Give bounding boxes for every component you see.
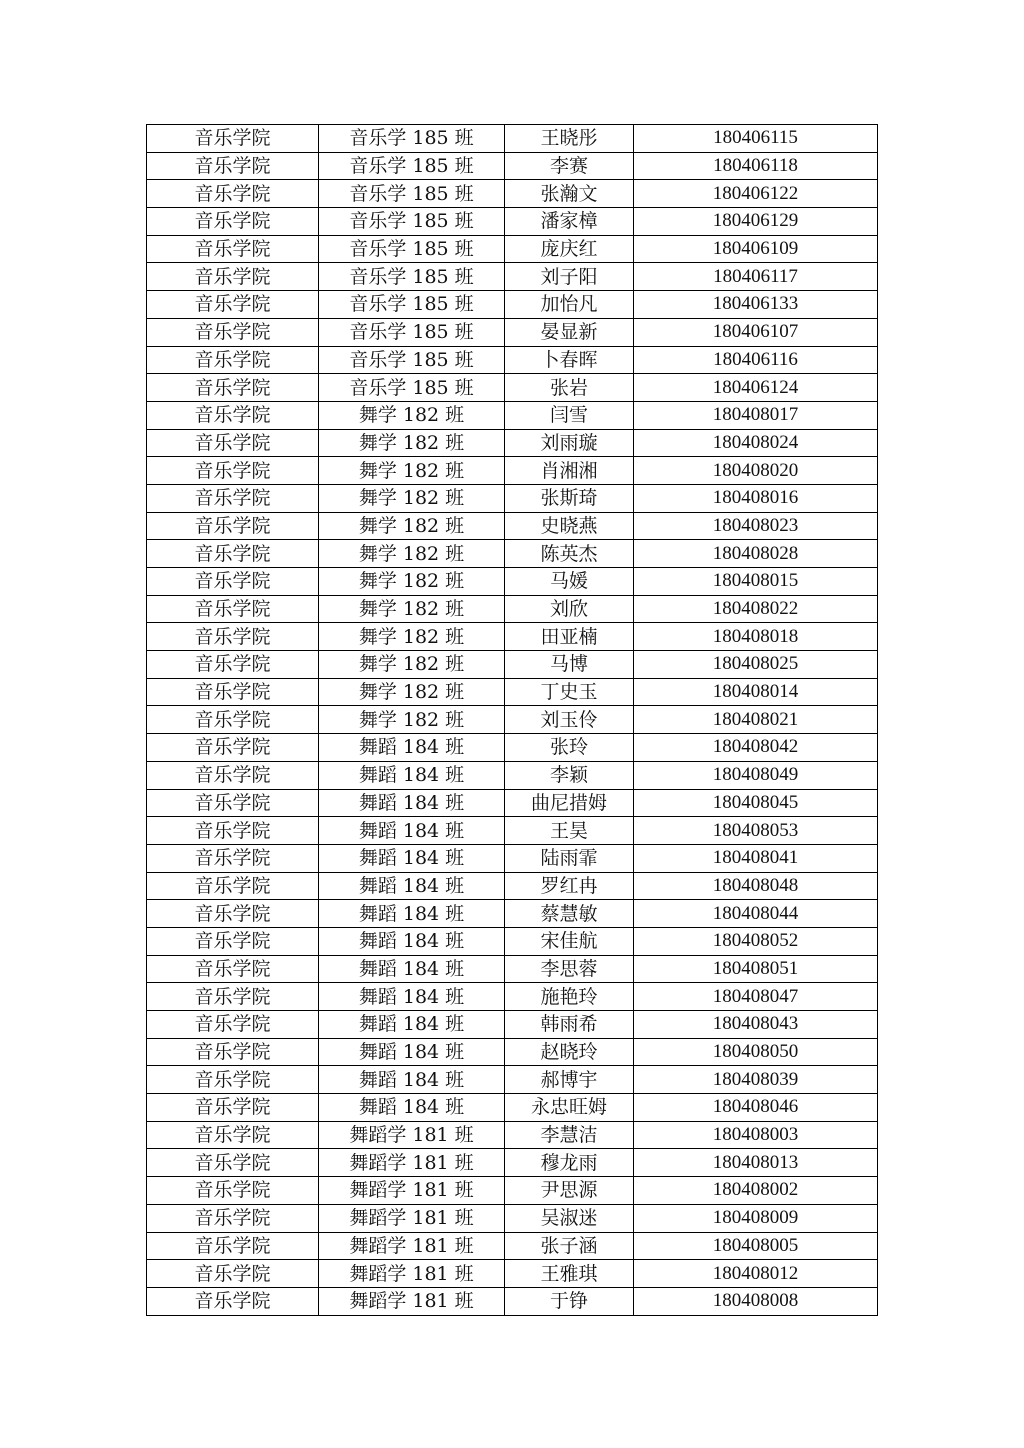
college-cell: 音乐学院 (147, 374, 319, 402)
class-cell: 舞学 182 班 (319, 484, 505, 512)
student-name-cell: 刘玉伶 (505, 706, 634, 734)
table-row (147, 180, 878, 208)
class-cell: 舞蹈 184 班 (319, 1094, 505, 1122)
class-cell: 舞蹈 184 班 (319, 872, 505, 900)
student-name-cell: 刘欣 (505, 595, 634, 623)
student-id-cell: 180408042 (634, 734, 878, 762)
student-name-cell: 穆龙雨 (505, 1149, 634, 1177)
class-cell: 舞蹈 184 班 (319, 789, 505, 817)
class-cell: 舞蹈 184 班 (319, 955, 505, 983)
student-id-cell: 180408052 (634, 927, 878, 955)
student-id-cell: 180406133 (634, 291, 878, 319)
table-row (147, 208, 878, 236)
student-id-cell: 180408009 (634, 1204, 878, 1232)
college-cell: 音乐学院 (147, 844, 319, 872)
class-cell: 舞学 182 班 (319, 401, 505, 429)
student-id-cell: 180406118 (634, 152, 878, 180)
student-id-cell: 180408050 (634, 1038, 878, 1066)
table-row (147, 568, 878, 596)
student-name-cell: 加怡凡 (505, 291, 634, 319)
student-name-cell: 庞庆红 (505, 235, 634, 263)
table-row (147, 512, 878, 540)
student-id-cell: 180406116 (634, 346, 878, 374)
student-name-cell: 郝博宇 (505, 1066, 634, 1094)
table-row (147, 374, 878, 402)
student-name-cell: 潘家樟 (505, 208, 634, 236)
student-name-cell: 闫雪 (505, 401, 634, 429)
student-name-cell: 李颖 (505, 761, 634, 789)
class-cell: 舞学 182 班 (319, 706, 505, 734)
class-cell: 音乐学 185 班 (319, 318, 505, 346)
student-id-cell: 180408045 (634, 789, 878, 817)
student-name-cell: 田亚楠 (505, 623, 634, 651)
college-cell: 音乐学院 (147, 1177, 319, 1205)
student-name-cell: 卜春晖 (505, 346, 634, 374)
table-row (147, 844, 878, 872)
college-cell: 音乐学院 (147, 817, 319, 845)
student-id-cell: 180408017 (634, 401, 878, 429)
class-cell: 音乐学 185 班 (319, 263, 505, 291)
college-cell: 音乐学院 (147, 1094, 319, 1122)
student-name-cell: 王昊 (505, 817, 634, 845)
student-id-cell: 180408008 (634, 1287, 878, 1315)
student-id-cell: 180408044 (634, 900, 878, 928)
table-row (147, 318, 878, 346)
class-cell: 舞学 182 班 (319, 540, 505, 568)
student-id-cell: 180408012 (634, 1260, 878, 1288)
student-id-cell: 180408013 (634, 1149, 878, 1177)
class-cell: 舞学 182 班 (319, 512, 505, 540)
college-cell: 音乐学院 (147, 1066, 319, 1094)
class-cell: 舞蹈 184 班 (319, 734, 505, 762)
college-cell: 音乐学院 (147, 235, 319, 263)
student-name-cell: 罗红冉 (505, 872, 634, 900)
college-cell: 音乐学院 (147, 1149, 319, 1177)
student-name-cell: 宋佳航 (505, 927, 634, 955)
student-id-cell: 180408021 (634, 706, 878, 734)
class-cell: 舞蹈 184 班 (319, 817, 505, 845)
college-cell: 音乐学院 (147, 318, 319, 346)
table-row (147, 1066, 878, 1094)
student-id-cell: 180408024 (634, 429, 878, 457)
college-cell: 音乐学院 (147, 1232, 319, 1260)
table-row (147, 457, 878, 485)
student-id-cell: 180408053 (634, 817, 878, 845)
student-name-cell: 蔡慧敏 (505, 900, 634, 928)
roster-body (147, 125, 878, 1316)
table-row (147, 125, 878, 153)
class-cell: 音乐学 185 班 (319, 208, 505, 236)
class-cell: 舞蹈 184 班 (319, 844, 505, 872)
student-name-cell: 刘雨璇 (505, 429, 634, 457)
student-name-cell: 吴淑迷 (505, 1204, 634, 1232)
student-name-cell: 李慧洁 (505, 1121, 634, 1149)
student-id-cell: 180408014 (634, 678, 878, 706)
college-cell: 音乐学院 (147, 761, 319, 789)
college-cell: 音乐学院 (147, 291, 319, 319)
college-cell: 音乐学院 (147, 789, 319, 817)
table-row (147, 291, 878, 319)
student-name-cell: 晏显新 (505, 318, 634, 346)
table-row (147, 955, 878, 983)
student-id-cell: 180408020 (634, 457, 878, 485)
class-cell: 舞蹈学 181 班 (319, 1121, 505, 1149)
student-name-cell: 于铮 (505, 1287, 634, 1315)
student-name-cell: 肖湘湘 (505, 457, 634, 485)
college-cell: 音乐学院 (147, 1287, 319, 1315)
student-id-cell: 180408015 (634, 568, 878, 596)
table-row (147, 401, 878, 429)
college-cell: 音乐学院 (147, 1204, 319, 1232)
table-row (147, 1177, 878, 1205)
college-cell: 音乐学院 (147, 429, 319, 457)
college-cell: 音乐学院 (147, 152, 319, 180)
college-cell: 音乐学院 (147, 208, 319, 236)
college-cell: 音乐学院 (147, 983, 319, 1011)
class-cell: 舞学 182 班 (319, 623, 505, 651)
student-name-cell: 李思蓉 (505, 955, 634, 983)
college-cell: 音乐学院 (147, 180, 319, 208)
class-cell: 音乐学 185 班 (319, 125, 505, 153)
student-name-cell: 丁史玉 (505, 678, 634, 706)
class-cell: 舞蹈学 181 班 (319, 1232, 505, 1260)
college-cell: 音乐学院 (147, 955, 319, 983)
table-row (147, 1121, 878, 1149)
table-row (147, 1038, 878, 1066)
college-cell: 音乐学院 (147, 540, 319, 568)
college-cell: 音乐学院 (147, 872, 319, 900)
table-row (147, 1287, 878, 1315)
college-cell: 音乐学院 (147, 678, 319, 706)
student-name-cell: 张玲 (505, 734, 634, 762)
student-id-cell: 180408048 (634, 872, 878, 900)
student-name-cell: 曲尼措姆 (505, 789, 634, 817)
class-cell: 音乐学 185 班 (319, 291, 505, 319)
student-name-cell: 张瀚文 (505, 180, 634, 208)
table-row (147, 1232, 878, 1260)
table-row (147, 235, 878, 263)
student-id-cell: 180408043 (634, 1011, 878, 1039)
student-id-cell: 180406129 (634, 208, 878, 236)
student-id-cell: 180406117 (634, 263, 878, 291)
college-cell: 音乐学院 (147, 484, 319, 512)
table-row (147, 1260, 878, 1288)
student-id-cell: 180406109 (634, 235, 878, 263)
class-cell: 音乐学 185 班 (319, 346, 505, 374)
class-cell: 舞蹈 184 班 (319, 1038, 505, 1066)
class-cell: 音乐学 185 班 (319, 152, 505, 180)
college-cell: 音乐学院 (147, 734, 319, 762)
student-id-cell: 180408003 (634, 1121, 878, 1149)
class-cell: 音乐学 185 班 (319, 235, 505, 263)
class-cell: 舞学 182 班 (319, 429, 505, 457)
table-row (147, 734, 878, 762)
table-row (147, 429, 878, 457)
table-row (147, 540, 878, 568)
student-id-cell: 180408022 (634, 595, 878, 623)
class-cell: 舞蹈 184 班 (319, 761, 505, 789)
college-cell: 音乐学院 (147, 900, 319, 928)
college-cell: 音乐学院 (147, 651, 319, 679)
table-row (147, 651, 878, 679)
student-name-cell: 陆雨霏 (505, 844, 634, 872)
table-row (147, 1149, 878, 1177)
student-roster-table (146, 124, 878, 1316)
class-cell: 舞学 182 班 (319, 595, 505, 623)
class-cell: 舞蹈 184 班 (319, 900, 505, 928)
table-row (147, 152, 878, 180)
college-cell: 音乐学院 (147, 263, 319, 291)
student-name-cell: 王晓彤 (505, 125, 634, 153)
table-row (147, 872, 878, 900)
college-cell: 音乐学院 (147, 623, 319, 651)
student-name-cell: 施艳玲 (505, 983, 634, 1011)
student-name-cell: 张岩 (505, 374, 634, 402)
table-row (147, 484, 878, 512)
table-row (147, 678, 878, 706)
college-cell: 音乐学院 (147, 346, 319, 374)
student-name-cell: 马媛 (505, 568, 634, 596)
table-row (147, 623, 878, 651)
class-cell: 舞学 182 班 (319, 678, 505, 706)
college-cell: 音乐学院 (147, 595, 319, 623)
table-row (147, 1094, 878, 1122)
student-id-cell: 180408018 (634, 623, 878, 651)
table-row (147, 595, 878, 623)
student-id-cell: 180406122 (634, 180, 878, 208)
table-row (147, 900, 878, 928)
college-cell: 音乐学院 (147, 706, 319, 734)
student-id-cell: 180408049 (634, 761, 878, 789)
college-cell: 音乐学院 (147, 1121, 319, 1149)
college-cell: 音乐学院 (147, 1260, 319, 1288)
college-cell: 音乐学院 (147, 401, 319, 429)
student-name-cell: 张斯琦 (505, 484, 634, 512)
student-id-cell: 180408023 (634, 512, 878, 540)
class-cell: 舞蹈学 181 班 (319, 1260, 505, 1288)
table-row (147, 817, 878, 845)
student-name-cell: 刘子阳 (505, 263, 634, 291)
student-id-cell: 180406107 (634, 318, 878, 346)
class-cell: 舞学 182 班 (319, 568, 505, 596)
student-id-cell: 180406115 (634, 125, 878, 153)
student-name-cell: 韩雨希 (505, 1011, 634, 1039)
class-cell: 音乐学 185 班 (319, 180, 505, 208)
college-cell: 音乐学院 (147, 512, 319, 540)
class-cell: 舞蹈学 181 班 (319, 1149, 505, 1177)
table-row (147, 346, 878, 374)
student-id-cell: 180408047 (634, 983, 878, 1011)
class-cell: 舞蹈 184 班 (319, 1011, 505, 1039)
class-cell: 舞学 182 班 (319, 651, 505, 679)
student-name-cell: 王雅琪 (505, 1260, 634, 1288)
table-row (147, 1011, 878, 1039)
student-id-cell: 180408002 (634, 1177, 878, 1205)
student-id-cell: 180408005 (634, 1232, 878, 1260)
student-name-cell: 陈英杰 (505, 540, 634, 568)
student-id-cell: 180408028 (634, 540, 878, 568)
class-cell: 舞学 182 班 (319, 457, 505, 485)
student-name-cell: 张子涵 (505, 1232, 634, 1260)
college-cell: 音乐学院 (147, 568, 319, 596)
class-cell: 舞蹈 184 班 (319, 983, 505, 1011)
college-cell: 音乐学院 (147, 1038, 319, 1066)
college-cell: 音乐学院 (147, 457, 319, 485)
table-row (147, 263, 878, 291)
class-cell: 舞蹈学 181 班 (319, 1287, 505, 1315)
class-cell: 舞蹈 184 班 (319, 1066, 505, 1094)
student-name-cell: 尹思源 (505, 1177, 634, 1205)
table-row (147, 1204, 878, 1232)
student-name-cell: 史晓燕 (505, 512, 634, 540)
table-row (147, 983, 878, 1011)
class-cell: 舞蹈学 181 班 (319, 1177, 505, 1205)
class-cell: 音乐学 185 班 (319, 374, 505, 402)
student-name-cell: 马博 (505, 651, 634, 679)
student-id-cell: 180406124 (634, 374, 878, 402)
student-id-cell: 180408016 (634, 484, 878, 512)
table-row (147, 789, 878, 817)
student-id-cell: 180408041 (634, 844, 878, 872)
student-name-cell: 李赛 (505, 152, 634, 180)
college-cell: 音乐学院 (147, 927, 319, 955)
student-id-cell: 180408046 (634, 1094, 878, 1122)
student-name-cell: 赵晓玲 (505, 1038, 634, 1066)
student-name-cell: 永忠旺姆 (505, 1094, 634, 1122)
table-row (147, 927, 878, 955)
student-id-cell: 180408039 (634, 1066, 878, 1094)
college-cell: 音乐学院 (147, 125, 319, 153)
table-row (147, 706, 878, 734)
table-row (147, 761, 878, 789)
class-cell: 舞蹈 184 班 (319, 927, 505, 955)
student-id-cell: 180408025 (634, 651, 878, 679)
student-id-cell: 180408051 (634, 955, 878, 983)
college-cell: 音乐学院 (147, 1011, 319, 1039)
class-cell: 舞蹈学 181 班 (319, 1204, 505, 1232)
